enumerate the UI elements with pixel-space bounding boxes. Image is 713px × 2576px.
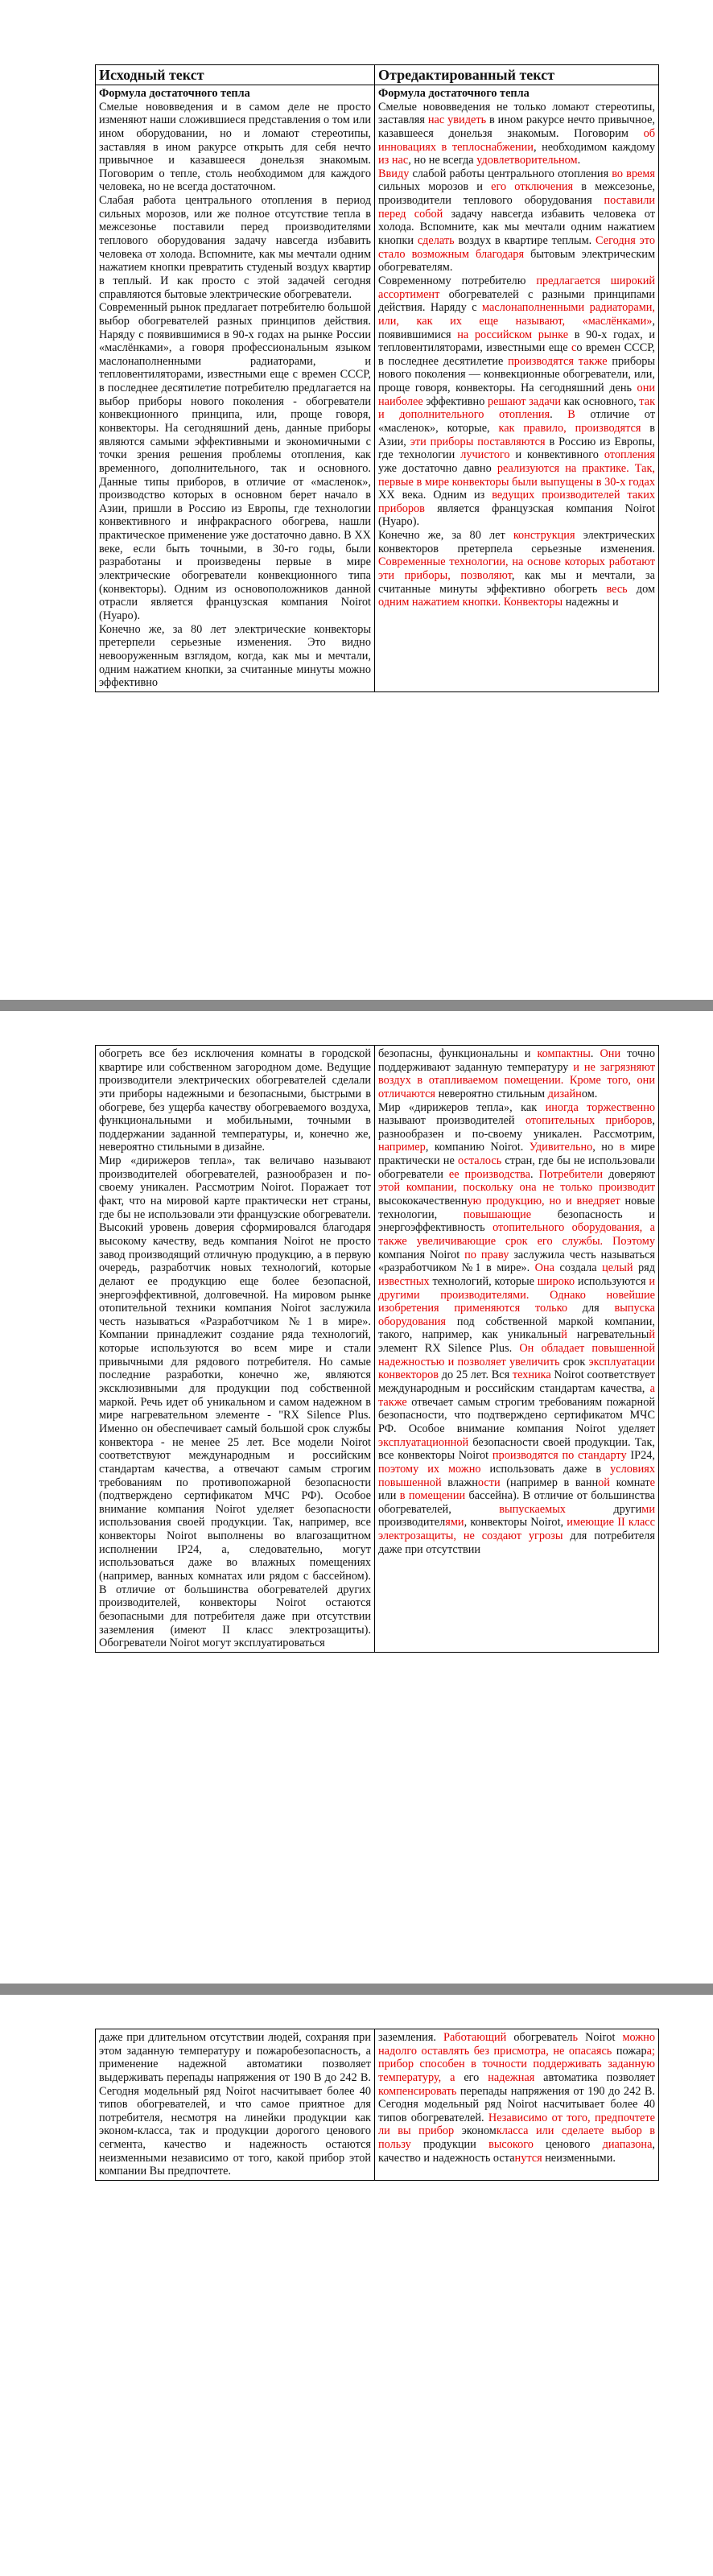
unchanged-text: под собственной маркой компании, такого, например, как уникальны bbox=[378, 1315, 655, 1342]
unchanged-text: , появившимися bbox=[378, 314, 655, 341]
unchanged-text: его bbox=[455, 2070, 488, 2084]
original-text-cell bbox=[96, 85, 375, 691]
edited-change-text: по праву bbox=[464, 1248, 509, 1261]
edited-change-text: й bbox=[649, 1328, 655, 1342]
edited-change-text: иногда торжественно bbox=[545, 1100, 655, 1114]
edited-change-text: надежная bbox=[488, 2070, 535, 2084]
edited-change-text: поставили перед собой bbox=[378, 194, 655, 221]
edited-change-text: удовлетворительном bbox=[476, 154, 578, 167]
unchanged-text: ом. bbox=[581, 1087, 598, 1100]
unchanged-text: задачу навсегда избавить человека от холода. Вспомните, как мы мечтали одним нажатием кнопки bbox=[378, 207, 655, 248]
unchanged-text: Мир «дирижеров тепла», как bbox=[378, 1100, 546, 1114]
unchanged-text: эффективно bbox=[422, 394, 488, 408]
unchanged-text: до 25 лет. Вся bbox=[439, 1368, 513, 1382]
unchanged-text: IP24, bbox=[626, 1449, 655, 1463]
edited-change-text: ведущих производителей таких приборов bbox=[378, 489, 655, 515]
unchanged-text: обогревател bbox=[506, 2031, 573, 2044]
original-paragraph: даже при длительном отсутствии людей, сохраняя при этом заданную температуру и пожаробезопасность, а применение надежной автоматики позволяет выдерживать перепады напряжения от 190 В до 242 В. Сегодня модельный ряд Noirot насчитывает более 40 типов обогревателей, и что самое приятное для потребителя, несмотря на линейки продукции как эконом-класса, так и продукции дорогого ценового сегмента, качество и надежность остаются неизменными независимо от того, какой прибор этой компании Вы предпочтете. bbox=[99, 2031, 371, 2178]
unchanged-text: безопасность и энергоэффективность bbox=[378, 1208, 656, 1235]
unchanged-text: . bbox=[530, 1167, 539, 1181]
unchanged-text: о времен СССР, в последнее десятилетие bbox=[378, 341, 655, 368]
edited-change-text: целый bbox=[602, 1261, 633, 1275]
unchanged-text: дом bbox=[627, 582, 655, 596]
unchanged-text: высококачественн bbox=[378, 1195, 468, 1208]
edited-change-text: ой bbox=[598, 1476, 610, 1489]
table-row bbox=[96, 2029, 659, 2181]
edited-change-text: эксплуатации конвекторов bbox=[378, 1355, 655, 1382]
edited-change-text: ями bbox=[445, 1516, 464, 1530]
unchanged-text: Noirot bbox=[578, 2031, 623, 2044]
unchanged-text: надежны и bbox=[563, 596, 619, 609]
document-page-1 bbox=[0, 0, 713, 948]
unchanged-text: Noirot соответствует международным и российским стандартам качества, bbox=[378, 1368, 655, 1396]
comparison-table-3 bbox=[95, 2029, 659, 2181]
page-separator bbox=[0, 1984, 713, 1995]
unchanged-text: создала bbox=[554, 1261, 603, 1275]
edited-change-text: производятся по стандарту bbox=[492, 1449, 627, 1463]
unchanged-text: мире практически не bbox=[378, 1141, 655, 1168]
edited-change-text: ости bbox=[477, 1476, 501, 1489]
edited-change-text: его отключения bbox=[491, 180, 574, 194]
edited-change-text: лучистого bbox=[460, 448, 510, 462]
edited-paragraph bbox=[378, 1047, 655, 1101]
unchanged-text: неизменными. bbox=[542, 2151, 616, 2165]
unchanged-text: . bbox=[577, 154, 581, 167]
unchanged-text: использовать даже в bbox=[480, 1462, 611, 1476]
original-text-cell bbox=[96, 1046, 375, 1653]
unchanged-text: уже достаточно давно bbox=[378, 461, 497, 475]
unchanged-text: доверяют bbox=[603, 1167, 656, 1181]
table-row bbox=[96, 85, 659, 691]
edited-change-text: на российском рынке bbox=[457, 328, 569, 341]
original-paragraph: обогреть все без исключения комнаты в городской квартире или собственном загородном доме. Ведущие производители электрических обогревателей сделали эти приборы надежными и безопасными, быстрыми в обогреве, без ущерба качеству обогреваемого воздуха, функциональными и мобильными, точными в поддержании заданной температуры, и, конечно же, невероятно стильными в дизайне. bbox=[99, 1047, 371, 1154]
unchanged-text: . bbox=[550, 408, 568, 422]
unchanged-text: заземления. bbox=[378, 2031, 443, 2044]
unchanged-text: ряд bbox=[633, 1261, 656, 1275]
edited-change-text: решают задачи bbox=[487, 394, 562, 408]
edited-text-cell bbox=[375, 2029, 659, 2181]
edited-change-text: Современные технологии, на основе которых работают эти приборы, позволяют bbox=[378, 555, 655, 583]
edited-change-text: Ввиду bbox=[378, 167, 410, 180]
table-row bbox=[96, 1046, 659, 1653]
edited-paragraph bbox=[378, 2031, 655, 2165]
unchanged-text: в Россию из Европы, где технологии bbox=[378, 435, 655, 462]
original-text-cell bbox=[96, 2029, 375, 2181]
unchanged-text: в 90-х годах, и тепловентиляторами, известными еще bbox=[378, 328, 655, 355]
unchanged-text: нагревательны bbox=[567, 1328, 649, 1342]
unchanged-text: электрических конвекторов претерпела серьезные изменения. bbox=[378, 529, 655, 555]
edited-change-text: а также bbox=[378, 1382, 655, 1409]
edited-change-text: ми bbox=[641, 1502, 655, 1516]
edited-change-text: производятся также bbox=[508, 354, 608, 368]
original-paragraph: Конечно же, за 80 лет электрические конвекторы претерпели серьезные изменения. Это видно невооруженным взглядом, когда, как мы и мечтали, одним нажатием кнопки, за считанные минуты можно эффективно bbox=[99, 622, 371, 690]
unchanged-text: . bbox=[590, 1047, 600, 1060]
comparison-table-1 bbox=[95, 64, 659, 692]
unchanged-text: , разнообразен и по-своему уникален. Рассмотрим, bbox=[378, 1114, 655, 1141]
edited-change-text: компактны bbox=[537, 1047, 591, 1060]
unchanged-text: Смелые нововведения не только ломают стереотипы, заставляя bbox=[378, 100, 655, 127]
edited-change-text: ь bbox=[572, 2031, 579, 2044]
edited-change-text: так и дополнительного отопления bbox=[378, 394, 656, 422]
document-page-2 bbox=[0, 1011, 713, 1984]
edited-change-text: выпускаемых bbox=[499, 1502, 566, 1516]
unchanged-text: комнат bbox=[609, 1476, 650, 1489]
edited-change-text: дизайн bbox=[547, 1087, 582, 1100]
edited-paragraph bbox=[378, 1101, 655, 1557]
edited-change-text: конструкция bbox=[513, 529, 575, 543]
unchanged-text: производител bbox=[378, 1516, 446, 1530]
unchanged-text: , необходимом каждому bbox=[533, 140, 655, 154]
original-paragraph: Современный рынок предлагает потребителю большой выбор обогревателей разных принципов действия. Наряду с появившимися в 90-х годах на рынке России «маслёнками», а говоря профессиональным языком маслонаполненными радиаторами, и тепловентиляторами, известными еще с времен СССР, в последнее десятилетие потребителю предлагается на выбор приборы нового поколения - обогреватели конвекционного принципа, или, проще говоря, конвекторы. На сегодняшний день, данные приборы являются самыми эффективными и экономичными с точки зрения решения проблемы отопления, как временного, дополнительного, так и основного. Данные типы приборов, в отличие от «масленок», производство которых в основном берет начало в Азии, пришли в Россию из Европы, где технологии конвективного и инфракрасного обогрева, нашли практическое применение уже достаточно давно. В ХХ веке, если быть точными, в 30-го годы, были разработаны и произведены первые в мире электрические обогреватели конвекционного типа (конвекторы). Одним из основоположников данной отрасли является французская компания Noirot (Нуаро). bbox=[99, 301, 371, 622]
unchanged-text: Конечно же, за 80 лет bbox=[378, 529, 513, 543]
edited-change-text: например bbox=[378, 1141, 426, 1154]
edited-change-text: они наиболее bbox=[378, 382, 655, 408]
unchanged-text: срок bbox=[559, 1355, 589, 1368]
table-header-row bbox=[96, 65, 659, 85]
edited-change-text: ее производства bbox=[448, 1167, 530, 1181]
unchanged-text: технологий, которые bbox=[429, 1274, 538, 1288]
edited-change-text: диапазона bbox=[602, 2138, 653, 2152]
edited-change-text: й bbox=[561, 1328, 567, 1342]
unchanged-text: влажн bbox=[441, 1476, 478, 1489]
unchanged-text: заслужила честь называться «разработчиком №1 в мире». bbox=[378, 1248, 655, 1275]
edited-change-text: реализуются на практике. Так, первые в мире конвекторы были выпущены в 30-х годах bbox=[378, 461, 655, 489]
edited-change-text: маслонаполненными радиаторами, или, как их еще называют, «маслёнками» bbox=[378, 301, 655, 328]
edited-change-text: техника bbox=[512, 1368, 551, 1382]
edited-change-text: ую продукцию, но и внедряет bbox=[467, 1195, 620, 1208]
unchanged-text: пожар bbox=[612, 2044, 647, 2058]
header-original: Исходный текст bbox=[96, 65, 375, 85]
unchanged-text: отвечает самым строгим требованиям пожарной безопасности, что подтверждено сертификатом МЧС РФ. Особое внимание компания Noirot уделяет bbox=[378, 1395, 655, 1435]
edited-paragraph bbox=[378, 275, 655, 529]
edited-change-text: а; прибор способен в точности поддерживать заданную температуру, а bbox=[378, 2044, 655, 2084]
edited-change-text: поэтому их можно bbox=[378, 1462, 481, 1476]
edited-change-text: условиях повышенной bbox=[378, 1462, 655, 1489]
edited-change-text: класса или сделаете выбор в пользу bbox=[378, 2124, 656, 2152]
unchanged-text: , но bbox=[592, 1141, 620, 1154]
edited-change-text: Он обладает повышенной надежностью и позволяет увеличить bbox=[378, 1342, 655, 1368]
unchanged-text: Современному потребителю bbox=[378, 274, 537, 287]
unchanged-text: или bbox=[378, 1489, 400, 1503]
edited-change-text: с bbox=[571, 341, 577, 355]
edited-change-text: об инновациях в теплоснабжении bbox=[378, 126, 655, 154]
edited-change-text: сделать bbox=[417, 234, 455, 248]
unchanged-text: новые технологии, bbox=[378, 1195, 655, 1221]
edited-change-text: В bbox=[567, 408, 575, 422]
edited-change-text: эти приборы поставляются bbox=[410, 435, 546, 448]
edited-change-text: и другими производителями. Однако новейшие изобретения применяются только bbox=[378, 1274, 655, 1315]
unchanged-text: точно поддерживают заданную температуру bbox=[378, 1047, 655, 1074]
original-paragraph: Слабая работа центрального отопления в период сильных морозов, или же полное отсутствие тепла в межсезонье поставили перед производителями теплового оборудования задачу навсегда избавить человека от холода. Вспомните, как мы мечтали одним нажатием кнопки превратить студеный воздух квартир в теплый. И как просто с этой задачей сегодня справляются бытовые электрические обогреватели. bbox=[99, 194, 371, 301]
unchanged-text: отличие от «масленок», которые, bbox=[378, 408, 655, 435]
unchanged-text: слабой работы центрального отопления bbox=[409, 167, 612, 180]
unchanged-text: в межсезонье, производители теплового оборудования bbox=[378, 180, 656, 208]
edited-change-text: Потребители bbox=[538, 1167, 604, 1181]
edited-change-text: Сегодня это стало возможным благодаря bbox=[378, 234, 655, 261]
page-separator bbox=[0, 1000, 713, 1011]
edited-change-text: отопления bbox=[604, 448, 655, 462]
unchanged-text: ценового bbox=[533, 2138, 603, 2152]
unchanged-text: други bbox=[565, 1502, 642, 1516]
edited-change-text: нутся bbox=[514, 2151, 542, 2165]
unchanged-text: стран, где бы не использовали обогреватели bbox=[378, 1154, 655, 1181]
unchanged-text: невероятно стильным bbox=[435, 1087, 548, 1100]
unchanged-text: приборы нового поколения — конвекционные обогреватели, или, проще говоря, конвекторы. На сегодняшний день bbox=[378, 354, 656, 395]
unchanged-text: называют производителей bbox=[378, 1114, 525, 1128]
edited-change-text: во время bbox=[612, 167, 655, 180]
unchanged-text: элемент RX Silence Plus. bbox=[378, 1342, 520, 1356]
unchanged-text: , компанию Noirot. bbox=[425, 1141, 530, 1154]
unchanged-text: воздух в квартире теплым. bbox=[454, 234, 596, 248]
edited-change-text: е bbox=[649, 1476, 656, 1489]
edited-change-text: известных bbox=[378, 1274, 430, 1288]
edited-text-cell bbox=[375, 1046, 659, 1653]
unchanged-text: является французская компания Noirot (Нуаро). bbox=[378, 502, 655, 529]
comparison-table-2 bbox=[95, 1045, 659, 1653]
edited-change-text: Независимо от того, предпочтете ли вы прибор bbox=[378, 2111, 655, 2138]
unchanged-text: в ином ракурсе нечто привычное, казавшееся донельзя знакомым. Поговорим bbox=[378, 114, 656, 140]
unchanged-text: , качество и надежность оста bbox=[378, 2138, 655, 2165]
edited-change-text: компенсировать bbox=[378, 2084, 457, 2098]
unchanged-text: эконом bbox=[454, 2124, 497, 2138]
unchanged-text: перепады напряжения от 190 до 242 В. Сегодня модельный ряд Noirot насчитывает более 40 типов обогревателей. bbox=[378, 2084, 655, 2124]
header-edited: Отредактированный текст bbox=[375, 65, 659, 85]
unchanged-text: , но не всегда bbox=[408, 154, 477, 167]
edited-change-text: из нас bbox=[378, 154, 409, 167]
unchanged-text: компания Noirot bbox=[378, 1248, 465, 1261]
edited-change-text: эксплуатационной bbox=[378, 1435, 469, 1449]
unchanged-text: сильных морозов и bbox=[378, 180, 492, 194]
edited-change-text: Работающий bbox=[443, 2031, 507, 2044]
unchanged-text: в Азии, bbox=[378, 421, 656, 448]
edited-change-text: имеющие II класс электрозащиты, не создают угрозы bbox=[378, 1516, 655, 1543]
edited-change-text: отопительного оборудования, а также увеличивающие срок его службы. Поэтому bbox=[378, 1221, 655, 1248]
edited-text-cell bbox=[375, 85, 659, 691]
unchanged-text: ХХ века. Одним из bbox=[378, 489, 493, 502]
edited-change-text: осталось bbox=[457, 1154, 502, 1168]
document-page-3 bbox=[0, 1995, 713, 2576]
unchanged-text: для потребителя даже при отсутствии bbox=[378, 1530, 655, 1556]
edited-change-text: широко bbox=[537, 1274, 575, 1288]
unchanged-text: (например в ванн bbox=[500, 1476, 599, 1489]
edited-change-text: Она bbox=[534, 1261, 554, 1275]
unchanged-text: как основного, bbox=[561, 394, 640, 408]
edited-change-text: отопительных приборов bbox=[525, 1114, 653, 1128]
unchanged-text: и конвективного bbox=[509, 448, 604, 462]
unchanged-text: обогревателей с разными принципами действия. Наряду с bbox=[378, 287, 655, 315]
edited-change-text: повышающие bbox=[463, 1208, 532, 1221]
unchanged-text: , конвекторы Noirot, bbox=[464, 1516, 567, 1530]
edited-change-text: нас увидеть bbox=[427, 114, 487, 127]
unchanged-text: бытовым электрическим обогревателям. bbox=[378, 247, 655, 275]
unchanged-text: , как мы и мечтали, за считанные минуты эффективно обогреть bbox=[378, 569, 656, 596]
edited-change-text: как правило, производятся bbox=[498, 421, 641, 435]
edited-change-text: одним нажатием кнопки. Конвекторы bbox=[378, 596, 563, 609]
edited-change-text: весь bbox=[606, 582, 628, 596]
edited-paragraph bbox=[378, 101, 655, 167]
unchanged-text: безопасности своей продукции. Так, все конвекторы Noirot bbox=[378, 1435, 655, 1463]
edited-change-text: этой компании, поскольку она не только производит bbox=[378, 1181, 655, 1195]
edited-change-text: и не загрязняют воздух в отапливаемом помещении. Кроме того, они отличаются bbox=[378, 1060, 655, 1100]
unchanged-text: безопасны, функциональны и bbox=[378, 1047, 538, 1060]
edited-change-text: можно надолго оставлять без присмотра, не опасаясь bbox=[378, 2031, 655, 2058]
edited-change-text: в помещении bbox=[399, 1489, 466, 1503]
original-paragraph: Мир «дирижеров тепла», так величаво называют производителей обогревателей, разнообразен и по-своему уникален. Рассмотрим Noirot. Поражает тот факт, что на мировой карте практически нет страны, где бы не использовали эти французские обогреватели. Высокий уровень доверия сформировался благодаря высокому качеству, ведь компания Noirot не просто завод производящий отличную продукцию, а в первую очередь, разработчик новых технологий, которые делают ее продукцию еще более безопасной, энергоэффективной, долговечной. На мировом рынке отопительной техники компания Noirot заслужила честь называться «Разработчиком №1 в мире». Компании принадлежит создание ряда технологий, которые используются во всем мире и стали привычными для рядового потребителя. Но самые последние разработки, конечно же, являются эксклюзивными для продукции под собственной маркой. Речь идет об уникальном и самом надежном в мире нагревательном элементе - "RX Silence Plus. Именно он обеспечивает самый большой срок службы конвектора - не менее 25 лет. Все модели Noirot соответствуют международным и российским стандартам качества, а отвечают самым строгим требованиям по противопожарной безопасности (подтверждено сертификатом МЧС РФ). Особое внимание компания Noirot уделяет безопасности использования своей продукции. Так, например, все конвекторы Noirot выполнены во влагозащитном исполнении IP24, а, следовательно, могут использоваться даже во влажных помещениях (например, ванных комнатах или рядом с бассейном). В отличие от большинства обогревателей других производителей, конвекторы Noirot остаются безопасными для потребителя даже при отсутствии заземления (имеют II класс электрозащиты). Обогреватели Noirot могут эксплуатироваться bbox=[99, 1154, 371, 1650]
unchanged-text: используются bbox=[575, 1274, 649, 1288]
edited-paragraph bbox=[378, 167, 655, 275]
unchanged-text: для bbox=[567, 1302, 615, 1315]
unchanged-text: автоматика позволяет bbox=[534, 2070, 655, 2084]
edited-change-text: в bbox=[619, 1141, 625, 1154]
edited-paragraph bbox=[378, 529, 655, 609]
edited-title: Формула достаточного тепла bbox=[378, 86, 530, 100]
original-title: Формула достаточного тепла bbox=[99, 86, 250, 100]
edited-change-text: Они bbox=[600, 1047, 621, 1060]
unchanged-text: продукции bbox=[410, 2138, 489, 2152]
edited-change-text: высокого bbox=[488, 2138, 534, 2152]
unchanged-text: бассейна). В отличие от большинства обогревателей, bbox=[378, 1489, 655, 1516]
original-paragraph: Смелые нововведения и в самом деле не просто изменяют наши сложившиеся представления о том или ином оборудовании, но и ломают стереотипы, заставляя в ином ракурсе открыть для себя нечто привычное и казавшееся донельзя знакомым. Поговорим о тепле, столь необходимом для каждого человека, но не всегда достаточном. bbox=[99, 100, 371, 194]
edited-change-text: Удивительно bbox=[529, 1141, 593, 1154]
edited-change-text: выпуска оборудования bbox=[378, 1302, 656, 1328]
edited-change-text: предлагается широкий ассортимент bbox=[378, 274, 655, 301]
